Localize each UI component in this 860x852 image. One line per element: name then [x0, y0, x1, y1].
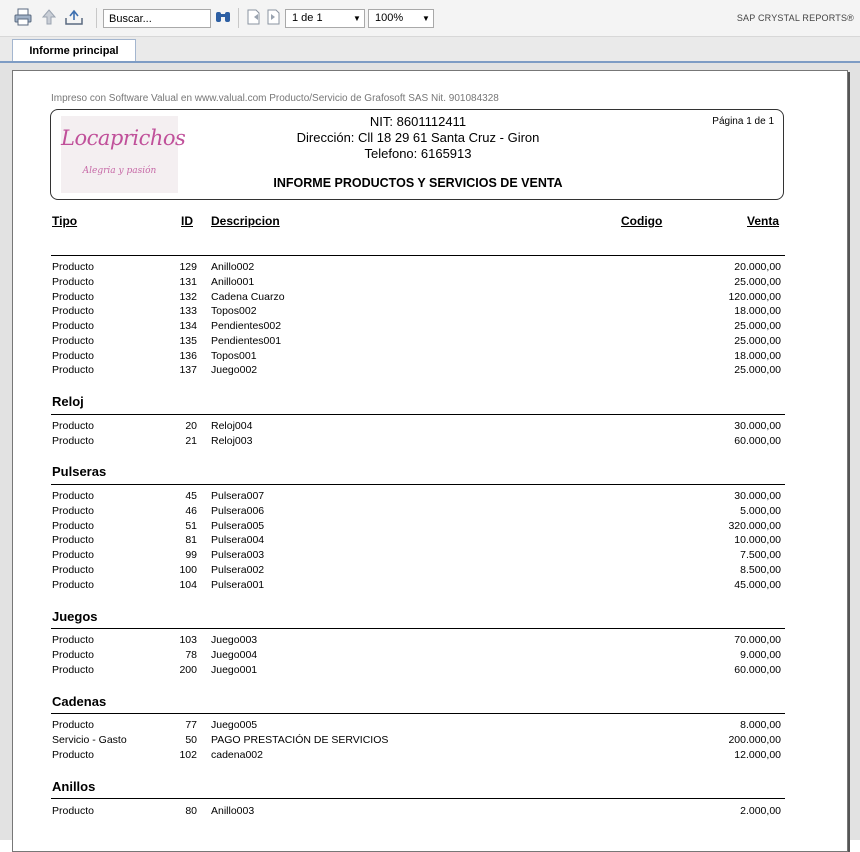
cell-descripcion: Reloj004 [211, 420, 253, 432]
table-row [51, 276, 781, 291]
group-header: Cadenas [52, 694, 107, 709]
cell-tipo: Producto [52, 434, 95, 447]
table-row [51, 719, 781, 734]
brand-label: SAP CRYSTAL REPORTS® [736, 13, 854, 23]
cell-descripcion: Cadena Cuarzo [211, 290, 285, 303]
page-selector-value: 1 de 1 [292, 12, 323, 24]
phone-line: Telefono: 6165913 [364, 146, 472, 161]
table-row [51, 805, 781, 820]
cell-id: 50 [185, 733, 197, 746]
cell-venta: 2.000,00 [740, 805, 781, 817]
table-row [51, 261, 781, 276]
table-row [51, 291, 781, 306]
table-row [51, 734, 781, 749]
cell-venta: 8.000,00 [740, 719, 781, 731]
cell-id: 80 [185, 805, 197, 817]
table-row [51, 649, 781, 664]
cell-tipo: Producto [52, 349, 95, 362]
cell-id: 45 [185, 490, 197, 502]
table-row [51, 364, 781, 379]
cell-tipo: Producto [52, 578, 95, 591]
table-row [51, 435, 781, 450]
table-row [51, 305, 781, 320]
column-header-id: ID [181, 214, 193, 228]
cell-venta: 20.000,00 [734, 261, 781, 273]
cell-descripcion: cadena002 [211, 748, 263, 761]
chevron-down-icon[interactable]: ▼ [353, 14, 361, 23]
cell-venta: 5.000,00 [740, 504, 781, 517]
table-row [51, 534, 781, 549]
cell-descripcion: Pulsera005 [211, 519, 265, 532]
cell-venta: 12.000,00 [734, 748, 781, 761]
table-row [51, 579, 781, 594]
cell-tipo: Servicio - Gasto [52, 733, 127, 746]
zoom-selector-value: 100% [375, 12, 404, 24]
cell-descripcion: Pulsera007 [211, 490, 265, 502]
next-page-icon[interactable] [265, 8, 283, 26]
cell-id: 20 [185, 420, 197, 432]
cell-id: 133 [179, 305, 197, 318]
cell-id: 132 [179, 290, 197, 303]
group-header: Juegos [52, 609, 98, 624]
cell-descripcion: PAGO PRESTACIÓN DE SERVICIOS [211, 733, 389, 746]
page-selector[interactable] [285, 9, 365, 28]
cell-descripcion: Pendientes002 [211, 320, 282, 332]
table-row [51, 335, 781, 350]
cell-venta: 320.000,00 [728, 519, 781, 532]
cell-venta: 25.000,00 [734, 364, 781, 377]
group-divider [51, 255, 785, 256]
previous-page-icon[interactable] [245, 8, 263, 26]
cell-id: 104 [179, 578, 197, 591]
cell-id: 100 [179, 563, 197, 576]
logo-tagline: Alegria y pasión [82, 166, 157, 176]
cell-descripcion: Pulsera002 [211, 563, 265, 576]
table-row [51, 490, 781, 505]
table-row [51, 520, 781, 535]
printed-by-note: Impreso con Software Valual en www.valual.com Producto/Servicio de Grafosoft SAS Nit. 901084328 [51, 93, 499, 104]
cell-descripcion: Topos002 [211, 305, 257, 318]
cell-descripcion: Pulsera004 [211, 534, 265, 547]
chevron-down-icon[interactable]: ▼ [422, 14, 430, 23]
cell-venta: 7.500,00 [740, 549, 781, 561]
cell-descripcion: Pulsera006 [211, 504, 265, 517]
group-header: Reloj [52, 394, 84, 409]
nit-line: NIT: 8601112411 [369, 114, 467, 129]
cell-tipo: Producto [52, 420, 95, 432]
cell-tipo: Producto [52, 719, 95, 731]
cell-tipo: Producto [52, 290, 95, 303]
cell-id: 99 [185, 549, 197, 561]
cell-venta: 200.000,00 [728, 733, 781, 746]
cell-venta: 25.000,00 [734, 275, 781, 288]
cell-tipo: Producto [52, 334, 95, 347]
column-header-codigo: Codigo [621, 214, 663, 228]
toolbar-separator [96, 8, 97, 28]
cell-tipo: Producto [52, 534, 95, 547]
column-header-venta: Venta [747, 214, 780, 228]
zoom-selector[interactable] [368, 9, 434, 28]
cell-descripcion: Pulsera003 [211, 549, 265, 561]
cell-id: 131 [179, 275, 197, 288]
cell-venta: 60.000,00 [734, 434, 781, 447]
cell-tipo: Producto [52, 261, 95, 273]
cell-venta: 25.000,00 [734, 320, 781, 332]
cell-id: 77 [185, 719, 197, 731]
cell-venta: 70.000,00 [734, 634, 781, 646]
report-title: INFORME PRODUCTOS Y SERVICIOS DE VENTA [273, 176, 563, 190]
tab-informe-principal[interactable]: Informe principal [12, 39, 136, 61]
cell-descripcion: Anillo002 [211, 261, 255, 273]
cell-tipo: Producto [52, 663, 95, 676]
table-row [51, 420, 781, 435]
cell-id: 78 [185, 648, 197, 661]
print-icon[interactable] [14, 8, 32, 26]
cell-id: 137 [179, 364, 197, 377]
cell-venta: 10.000,00 [734, 534, 781, 547]
report-header-box [50, 109, 784, 200]
cell-id: 81 [185, 534, 197, 547]
table-row [51, 320, 781, 335]
cell-descripcion: Juego002 [211, 364, 258, 377]
table-row [51, 634, 781, 649]
group-header: Anillos [52, 779, 96, 794]
cell-venta: 45.000,00 [734, 578, 781, 591]
cell-tipo: Producto [52, 305, 95, 318]
table-row [51, 549, 781, 564]
cell-id: 200 [179, 663, 197, 676]
cell-venta: 120.000,00 [728, 290, 781, 303]
tab-bar [0, 37, 860, 63]
report-page [12, 70, 848, 852]
cell-tipo: Producto [52, 504, 95, 517]
column-header-descripcion: Descripcion [211, 214, 280, 228]
cell-id: 134 [179, 320, 197, 332]
up-arrow-icon[interactable] [40, 8, 58, 26]
cell-venta: 8.500,00 [740, 563, 781, 576]
cell-venta: 25.000,00 [734, 334, 781, 347]
viewer-toolbar [0, 0, 860, 37]
cell-venta: 30.000,00 [734, 420, 781, 432]
cell-venta: 60.000,00 [734, 663, 781, 676]
export-icon[interactable] [64, 8, 82, 26]
cell-id: 51 [185, 519, 197, 532]
cell-tipo: Producto [52, 519, 95, 532]
table-row [51, 350, 781, 365]
cell-tipo: Producto [52, 748, 95, 761]
cell-venta: 18.000,00 [734, 305, 781, 318]
cell-descripcion: Anillo001 [211, 275, 255, 288]
page-number: Página 1 de 1 [712, 116, 774, 127]
cell-tipo: Producto [52, 320, 95, 332]
cell-tipo: Producto [52, 648, 95, 661]
cell-tipo: Producto [52, 634, 95, 646]
cell-tipo: Producto [52, 490, 95, 502]
table-row [51, 749, 781, 764]
group-divider [51, 628, 785, 629]
cell-venta: 30.000,00 [734, 490, 781, 502]
cell-id: 103 [179, 634, 197, 646]
cell-tipo: Producto [52, 805, 95, 817]
table-row [51, 564, 781, 579]
cell-id: 21 [185, 434, 197, 447]
cell-id: 46 [185, 504, 197, 517]
group-divider [51, 713, 785, 714]
cell-descripcion: Anillo003 [211, 805, 255, 817]
cell-descripcion: Juego001 [211, 663, 258, 676]
cell-descripcion: Topos001 [211, 349, 257, 362]
cell-descripcion: Reloj003 [211, 434, 253, 447]
search-input[interactable]: Buscar... [103, 9, 211, 28]
cell-tipo: Producto [52, 563, 95, 576]
toolbar-separator [238, 8, 239, 28]
cell-id: 129 [179, 261, 197, 273]
cell-descripcion: Pendientes001 [211, 334, 282, 347]
cell-id: 102 [179, 748, 197, 761]
group-header: Pulseras [52, 464, 107, 479]
group-divider [51, 484, 785, 485]
cell-descripcion: Pulsera001 [211, 578, 265, 591]
report-viewport[interactable] [0, 63, 860, 840]
group-divider [51, 798, 785, 799]
binoculars-icon[interactable] [214, 8, 232, 26]
cell-venta: 18.000,00 [734, 349, 781, 362]
cell-tipo: Producto [52, 275, 95, 288]
cell-descripcion: Juego005 [211, 719, 258, 731]
cell-descripcion: Juego003 [211, 634, 258, 646]
logo-text: Locaprichos [61, 126, 186, 150]
cell-tipo: Producto [52, 549, 95, 561]
table-row [51, 505, 781, 520]
address-line: Dirección: Cll 18 29 61 Santa Cruz - Giron [296, 130, 540, 145]
column-header-tipo: Tipo [52, 214, 78, 228]
group-divider [51, 414, 785, 415]
cell-tipo: Producto [52, 364, 95, 377]
cell-venta: 9.000,00 [740, 648, 781, 661]
cell-id: 135 [179, 334, 197, 347]
cell-id: 136 [179, 349, 197, 362]
table-row [51, 664, 781, 679]
cell-descripcion: Juego004 [211, 648, 258, 661]
